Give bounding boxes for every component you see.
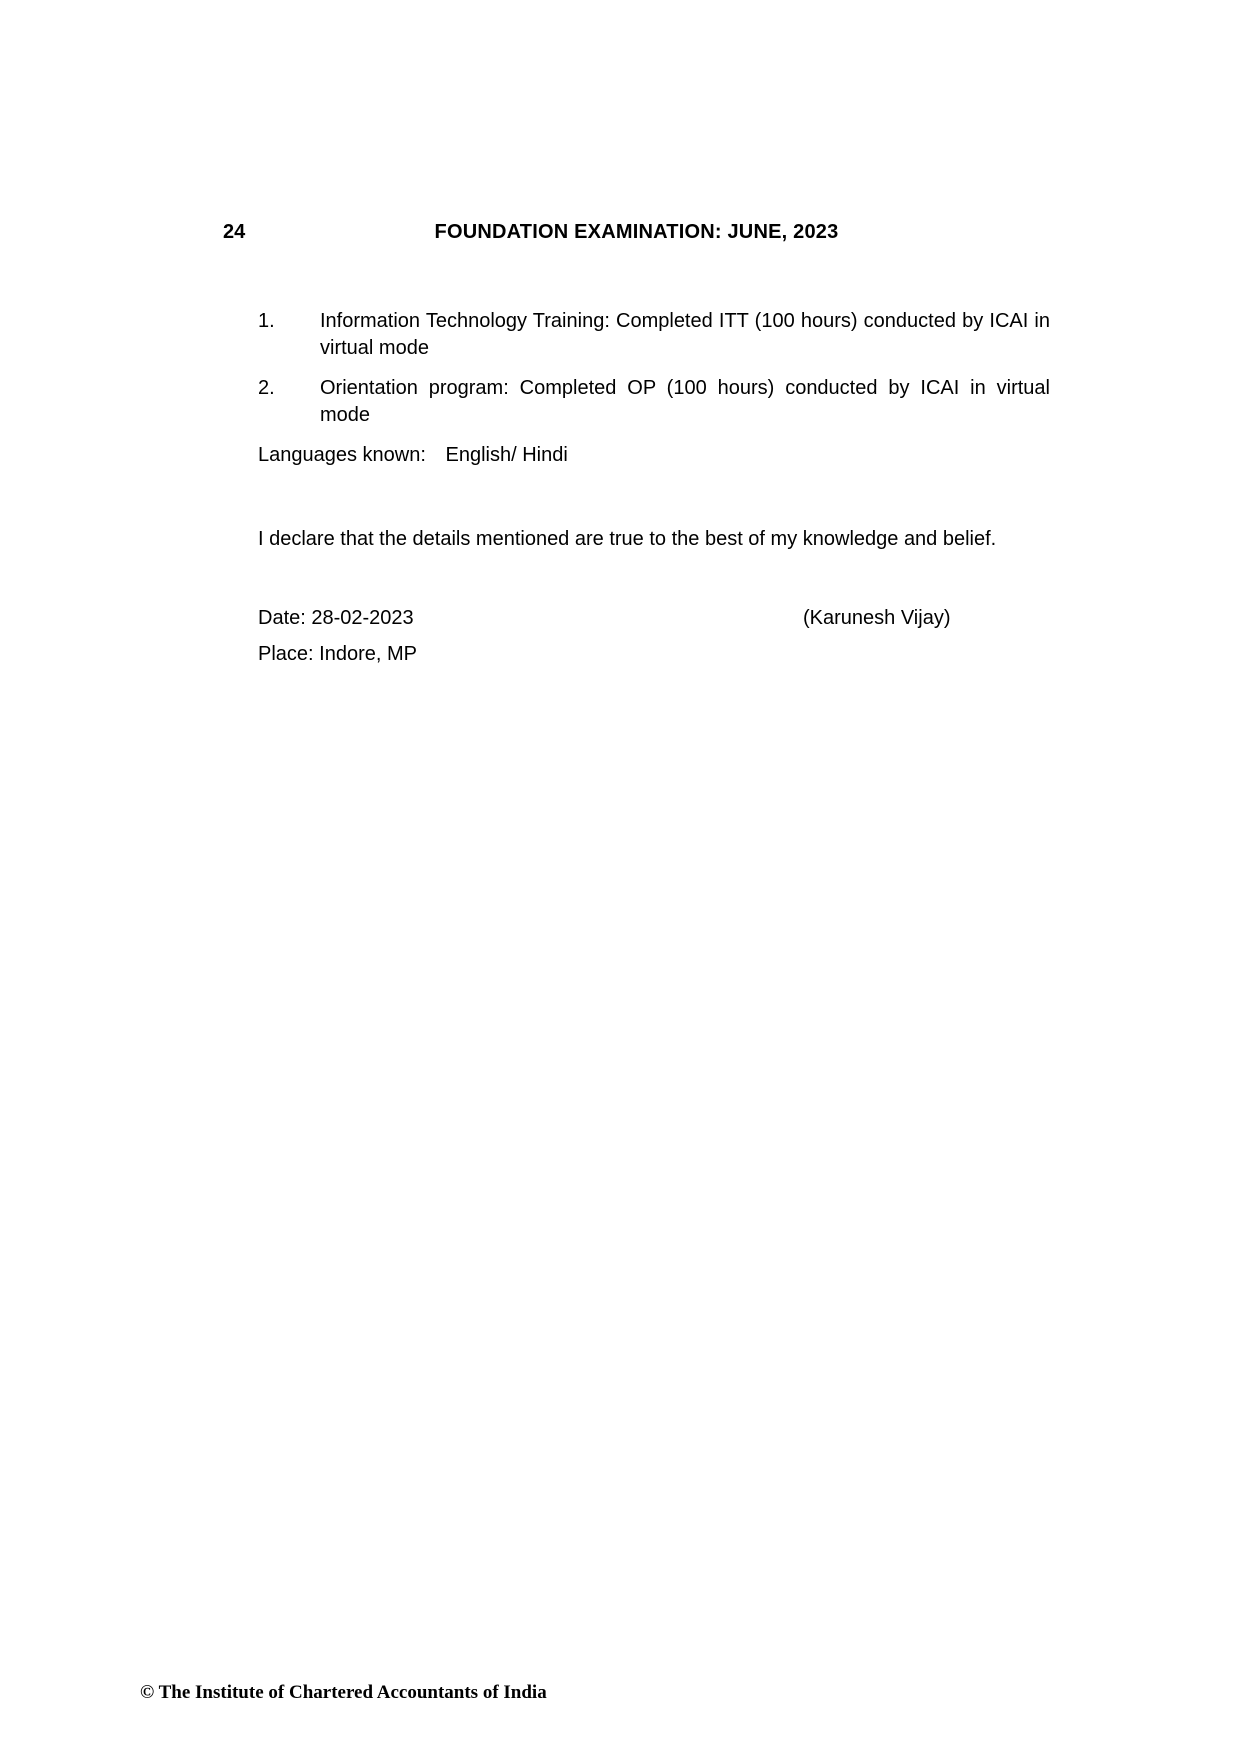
exam-header-title: FOUNDATION EXAMINATION: JUNE, 2023: [434, 221, 839, 243]
date-label: Date: 28-02-2023: [258, 607, 414, 629]
page-number: 24: [223, 221, 246, 243]
declaration-statement: I declare that the details mentioned are true to the best of my knowledge and belief.: [258, 528, 997, 550]
signatory-name: (Karunesh Vijay): [803, 607, 951, 629]
list-item-orientation: [258, 375, 1050, 429]
languages-value: English/ Hindi: [445, 444, 568, 466]
date-line: [258, 605, 1050, 632]
list-item-text: Orientation program: Completed OP (100 hours) conducted by ICAI in virtual mode: [320, 377, 1050, 426]
list-number: 1.: [258, 310, 275, 332]
document-body: [258, 308, 1050, 668]
page-header: [223, 219, 1050, 246]
languages-label: Languages known:: [258, 444, 426, 466]
list-item-itt: [258, 308, 1050, 362]
copyright-footer: © The Institute of Chartered Accountants of India: [140, 1682, 547, 1703]
languages-known-line: [258, 442, 1050, 469]
place-line: Place: Indore, MP: [258, 643, 417, 665]
list-item-text: Information Technology Training: Completed ITT (100 hours) conducted by ICAI in virtual mode: [320, 310, 1050, 359]
list-number: 2.: [258, 377, 275, 399]
